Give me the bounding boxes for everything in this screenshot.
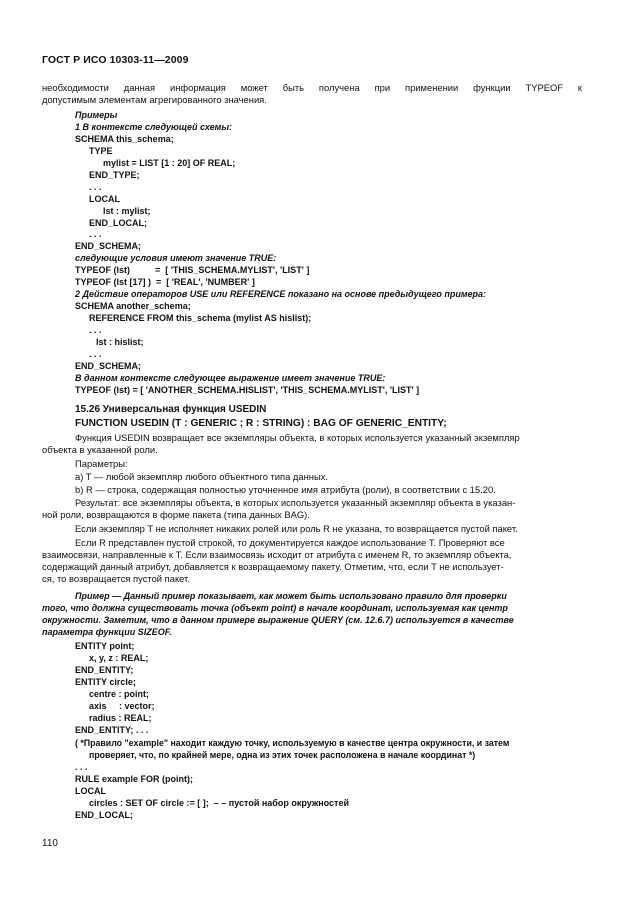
code-line: TYPEOF (lst) = [ 'ANOTHER_SCHEMA.HISLIST', 'THIS_SCHEMA.MYLIST', 'LIST' ]: [75, 385, 420, 395]
param-b: b) R — строка, содержащая полностью уточненное имя атрибута (роли), в соответствии с 15.20.: [75, 484, 496, 495]
code-line: lst : hislist;: [96, 337, 144, 347]
example-note: того, что должна существовать точка (объект point) в начале координат, используемая как центр: [42, 603, 508, 613]
code-line: END_ENTITY;: [75, 665, 134, 675]
code-ellipsis: . . .: [75, 762, 88, 772]
intro-line-2: допустимым элементам агрегированного значения.: [42, 94, 267, 105]
body-text: ной роли, возвращаются в форме пакета (типа данных BAG).: [42, 509, 310, 520]
examples-label: Примеры: [75, 110, 118, 120]
code-comment: ( *Правило "example" находит каждую точку, используемую в качестве центра окружности, и затем: [75, 738, 510, 748]
code-line: axis : vector;: [89, 701, 155, 711]
code-line: centre : point;: [89, 689, 149, 699]
body-text: Если экземпляр T не исполняет никаких ролей или роль R не указана, то возвращается пустой пакет.: [75, 523, 518, 534]
code-line: LOCAL: [75, 786, 106, 796]
code-line: END_TYPE;: [89, 170, 140, 180]
code-line: END_SCHEMA;: [75, 361, 142, 371]
body-text: ся, то возвращается пустой пакет.: [42, 573, 190, 584]
code-ellipsis: . . .: [89, 349, 102, 359]
code-line: END_LOCAL;: [75, 810, 133, 820]
body-text: Результат: все экземпляры объекта, в которых используется указанный экземпляр объекта в указан-: [75, 497, 516, 508]
body-text: Функция USEDIN возвращает все экземпляры объекта, в которых используется указанный экземпляр: [75, 432, 520, 443]
code-line: TYPEOF (lst) = [ 'THIS_SCHEMA.MYLIST', 'LIST' ]: [75, 265, 310, 275]
code-line: REFERENCE FROM this_schema (mylist AS hislist);: [89, 313, 312, 323]
body-text: Если R представлен пустой строкой, то документируется каждое использование T. Проверяют все: [75, 537, 505, 548]
example-note: окружности. Заметим, что в данном примере выражение QUERY (см. 12.6.7) используется в качестве: [42, 615, 514, 625]
body-text: содержащий данный атрибут, добавляется к возвращаемому пакету. Отметим, что, если T не использует-: [42, 561, 504, 572]
code-ellipsis: . . .: [89, 229, 102, 239]
code-line: LOCAL: [89, 194, 120, 204]
code-line: circles : SET OF circle := [ ]; – – пустой набор окружностей: [89, 798, 349, 808]
param-a: a) T — любой экземпляр любого объектного типа данных.: [75, 471, 329, 482]
code-line: SCHEMA this_schema;: [75, 134, 174, 144]
params-label: Параметры:: [75, 458, 128, 469]
code-line: radius : REAL;: [89, 713, 152, 723]
code-line: ENTITY point;: [75, 641, 135, 651]
code-ellipsis: . . .: [89, 325, 102, 335]
code-line: mylist = LIST [1 : 20] OF REAL;: [103, 158, 236, 168]
code-line: END_SCHEMA;: [75, 241, 142, 251]
example-note: параметра функции SIZEOF.: [42, 627, 172, 637]
example-note: Пример — Данный пример показывает, как может быть использовано правило для проверки: [75, 591, 507, 601]
body-text: объекта в указанной роли.: [42, 444, 158, 455]
intro-line-1: необходимости данная информация может быть получена при применении функции TYPEOF к: [42, 82, 582, 93]
code-comment: проверяет, что, по крайней мере, одна из этих точек расположена в начале координат *): [89, 750, 476, 760]
page-header-title: ГОСТ Р ИСО 10303-11—2009: [42, 54, 189, 66]
code-line: TYPEOF (lst [17] ) = [ 'REAL', 'NUMBER' ]: [75, 277, 255, 287]
code-line: SCHEMA another_schema;: [75, 301, 191, 311]
code-line: END_ENTITY; . . .: [75, 725, 149, 735]
example-context-caption: В данном контексте следующее выражение имеет значение TRUE:: [75, 373, 386, 383]
example-1-caption: 1 В контексте следующей схемы:: [75, 122, 233, 132]
code-line: TYPE: [89, 146, 113, 156]
section-heading: 15.26 Универсальная функция USEDIN: [75, 404, 267, 415]
code-line: ENTITY circle;: [75, 677, 136, 687]
example-2-caption: 2 Действие операторов USE или REFERENCE показано на основе предыдущего примера:: [75, 289, 487, 299]
page-number: 110: [42, 838, 58, 849]
code-line: lst : mylist;: [103, 206, 151, 216]
code-line: END_LOCAL;: [89, 218, 147, 228]
example-condition-caption: следующие условия имеют значение TRUE:: [75, 253, 277, 263]
code-line: x, y, z : REAL;: [89, 653, 149, 663]
code-line: RULE example FOR (point);: [75, 774, 194, 784]
function-signature: FUNCTION USEDIN (T : GENERIC ; R : STRING) : BAG OF GENERIC_ENTITY;: [75, 418, 447, 429]
code-ellipsis: . . .: [89, 182, 102, 192]
body-text: взаимосвязи, направленные к T. Если взаимосвязь исходит от атрибута с именем R, то экземпляр объекта,: [42, 549, 512, 560]
